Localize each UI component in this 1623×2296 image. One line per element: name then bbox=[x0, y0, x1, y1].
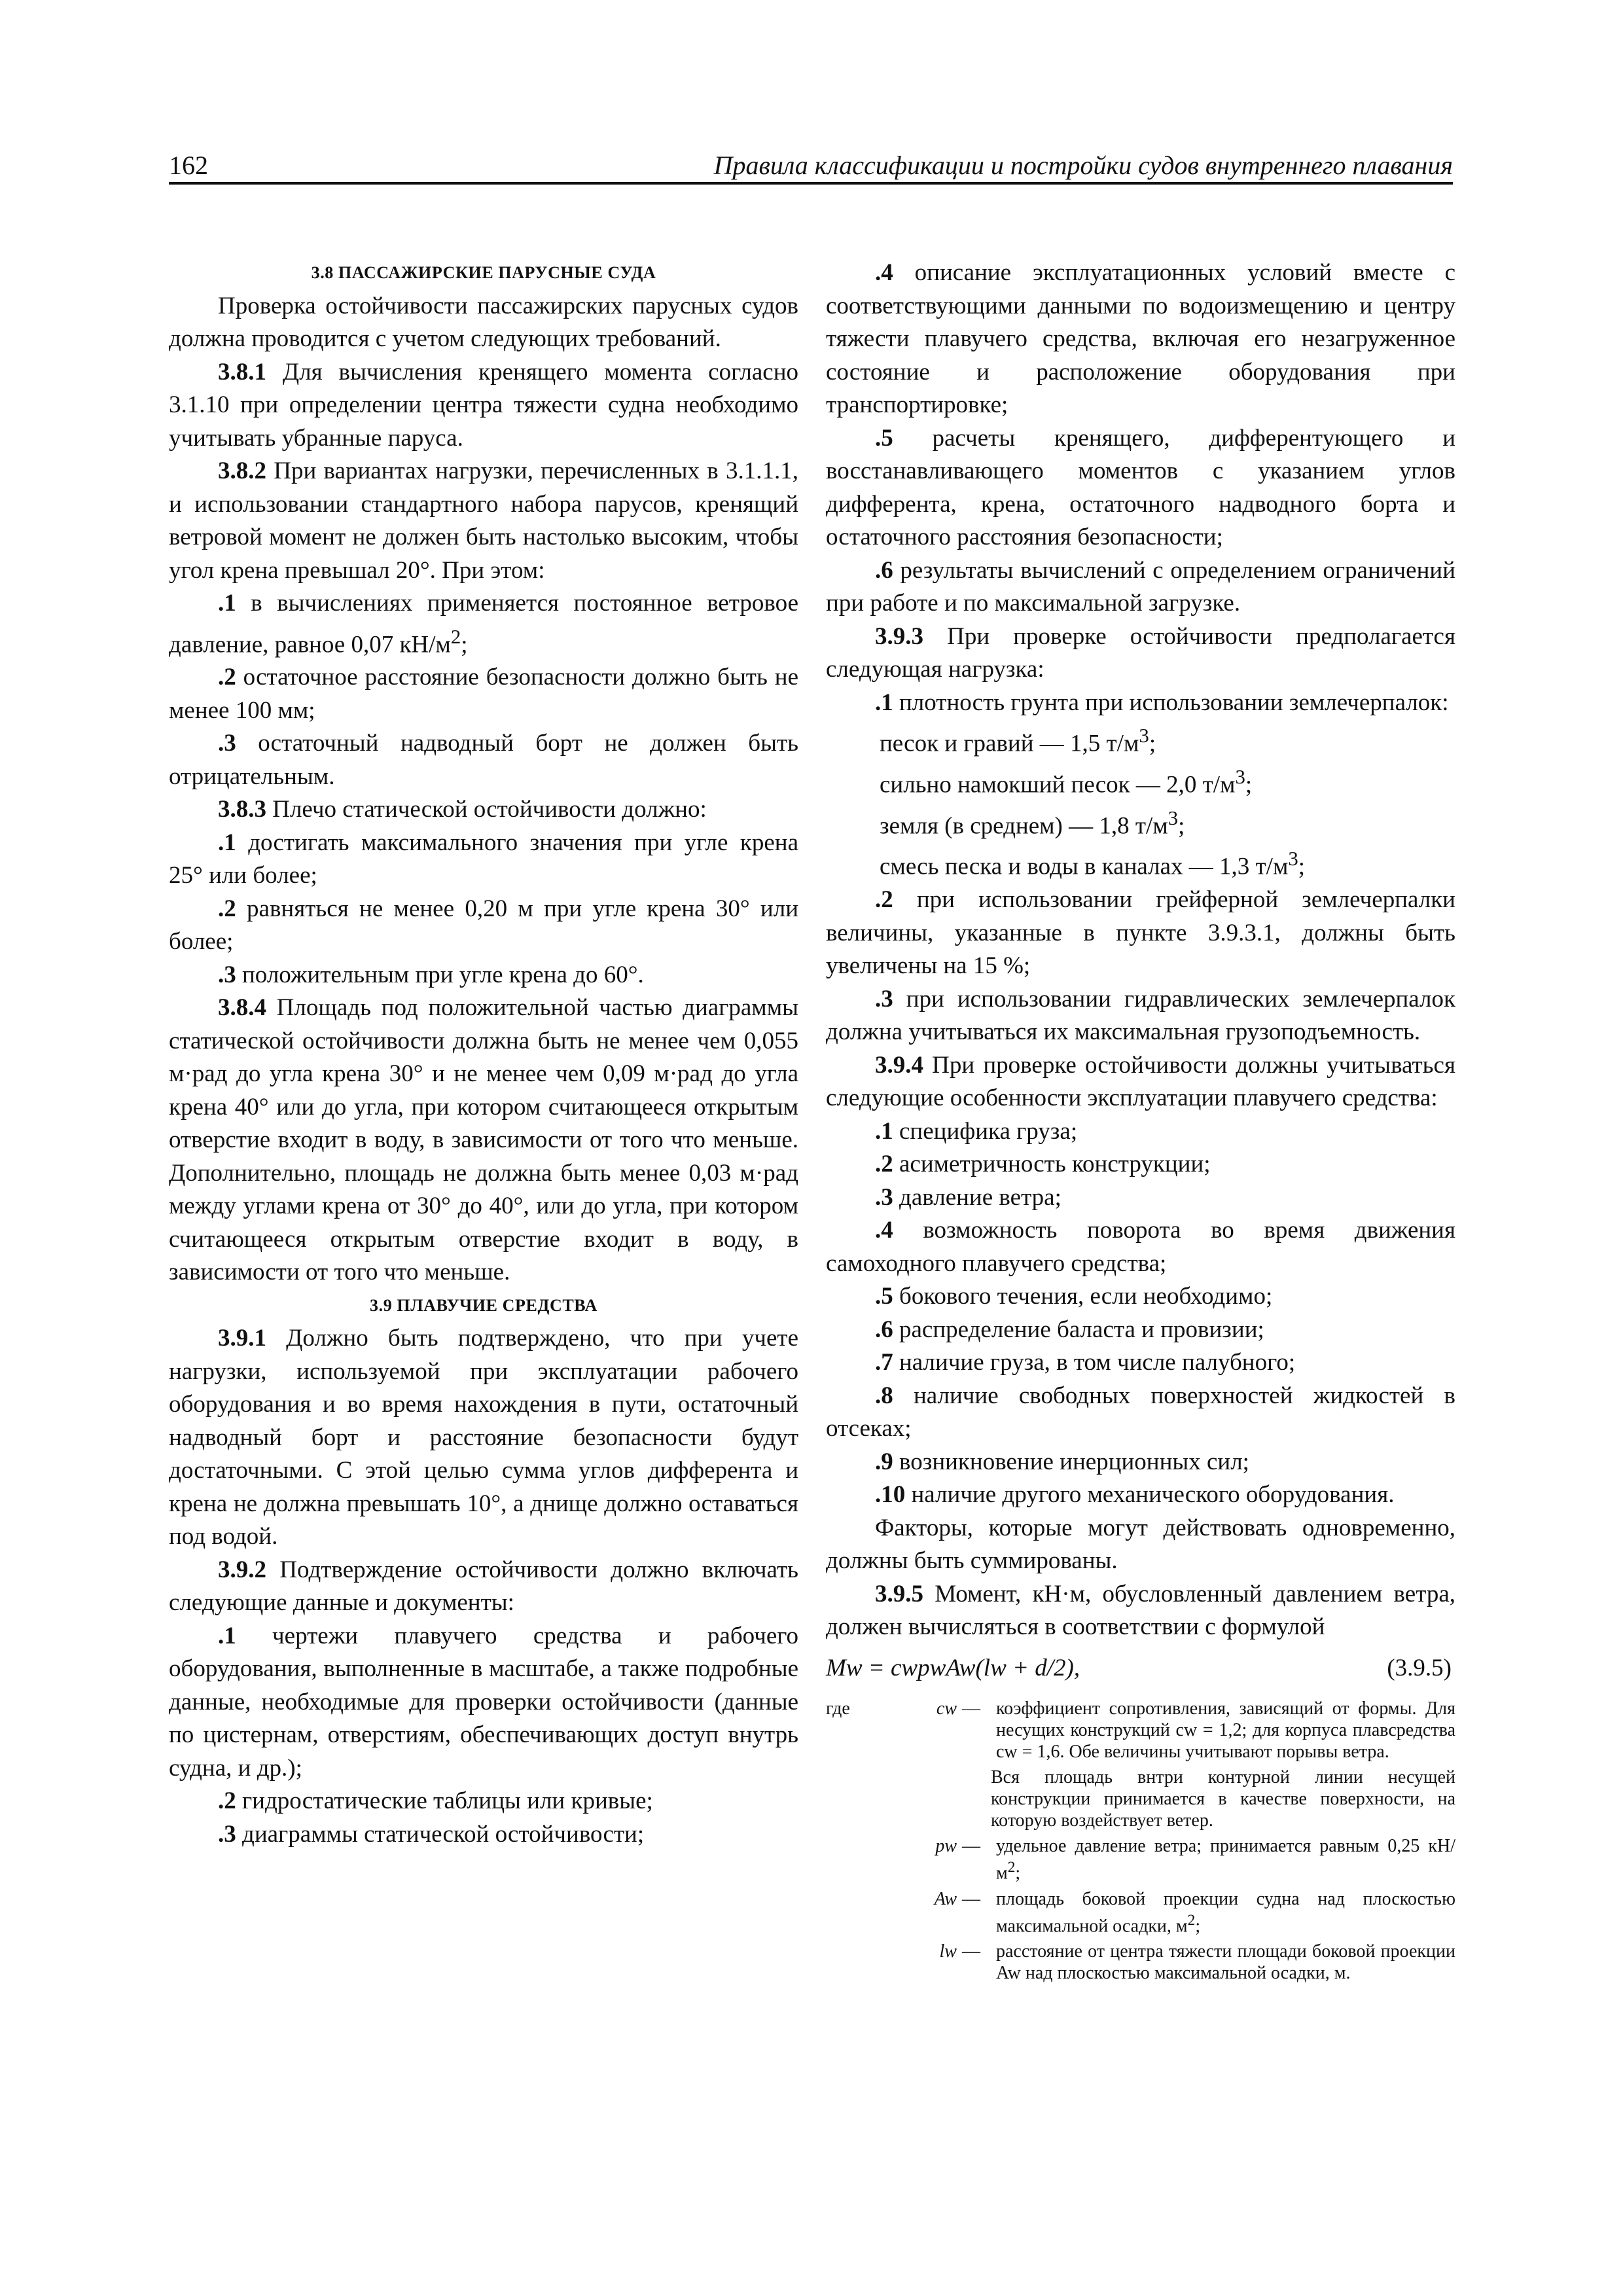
list-item: .4 описание эксплуатационных условий вместе с соответствующими данными по водоизмещению и центру тяжести плавучего средства, включая его незагруженное состояние и расположение оборудования при транспортировке; bbox=[826, 259, 1455, 418]
list-item: .3 диаграммы статической остойчивости; bbox=[218, 1820, 645, 1848]
paragraph-3-9-1: 3.9.1 Должно быть подтверждено, что при учете нагрузки, используемой при эксплуатации рабочего оборудования и во время нахождения в пути, остаточный надводный борт и расстояние безопасности будут достаточными. С этой целью сумма углов дифферента и крена не должна превышать 10°, а днище должно оставаться под водой. bbox=[169, 1325, 798, 1551]
definition-row: lw — расстояние от центра тяжести площади боковой проекции Aw над плоскостью максимальной осадки, м. bbox=[826, 1941, 1455, 1984]
list-item: .4 возможность поворота во время движения самоходного плавучего средства; bbox=[826, 1217, 1455, 1277]
page-number: 162 bbox=[169, 151, 208, 180]
section-3-8-heading: 3.8 ПАССАЖИРСКИЕ ПАРУСНЫЕ СУДА bbox=[311, 263, 656, 282]
clause-number: 3.9.4 bbox=[875, 1051, 923, 1079]
soil-density-line: земля (в среднем) — 1,8 $т/м^3$; bbox=[880, 806, 1185, 839]
paragraph-3-8-1: 3.8.1 Для вычисления кренящего момента согласно 3.1.10 при определении центра тяжести судна необходимо учитывать убранные паруса. bbox=[169, 358, 798, 452]
factors-note: Факторы, которые могут действовать одновременно, должны быть суммированы. bbox=[826, 1514, 1455, 1575]
where-label: где bbox=[826, 1698, 850, 1719]
symbol: pw bbox=[935, 1836, 957, 1857]
list-item: .3 остаточный надводный борт не должен быть отрицательным. bbox=[169, 730, 798, 790]
formula-expression: Mw = cwpwAw(lw + d/2), bbox=[826, 1654, 1080, 1681]
section-3-9-heading: 3.9 ПЛАВУЧИЕ СРЕДСТВА bbox=[370, 1295, 597, 1315]
definition-row: где cw — коэффициент сопротивления, зависящий от формы. Для несущих конструкций cw = 1,2; для корпуса плавсредства cw = 1,6. Обе величины учитывают порывы ветра. bbox=[826, 1698, 1455, 1763]
definition-text: площадь боковой проекции судна над плоскостью максимальной осадки, $м^2$; bbox=[996, 1888, 1455, 1936]
list-item: .3 давление ветра; bbox=[875, 1183, 1061, 1211]
variable-definitions bbox=[826, 1698, 1455, 1984]
list-item: .3 при использовании гидравлических землечерпалок должна учитываться их максимальная грузоподъемность. bbox=[826, 985, 1455, 1046]
paragraph-3-9-5: 3.9.5 Момент, кН·м, обусловленный давлением ветра, должен вычисляться в соответствии с формулой bbox=[826, 1580, 1455, 1641]
formula-3-9-5 bbox=[826, 1652, 1455, 1685]
definition-row: Aw — площадь боковой проекции судна над плоскостью максимальной осадки, $м^2$; bbox=[826, 1888, 1455, 1937]
definition-text: удельное давление ветра; принимается равным 0,25 $кН/м^2$; bbox=[996, 1836, 1455, 1884]
clause-number: 3.8.3 bbox=[218, 796, 266, 823]
list-item: .5 бокового течения, если необходимо; bbox=[875, 1283, 1273, 1310]
list-item: .10 наличие другого механического оборудования. bbox=[875, 1481, 1395, 1509]
section-3-8-intro: Проверка остойчивости пассажирских парусных судов должна проводится с учетом следующих требований. bbox=[169, 292, 798, 352]
symbol: cw bbox=[936, 1698, 957, 1719]
list-item: .5 расчеты кренящего, дифферентующего и восстанавливающего моментов с указанием углов дифферента, крена, остаточного надводного борта и остаточного расстояния безопасности; bbox=[826, 424, 1455, 550]
clause-number: 3.9.2 bbox=[218, 1556, 266, 1583]
list-item: .1 специфика груза; bbox=[875, 1117, 1078, 1145]
list-item: .2 остаточное расстояние безопасности должно быть не менее 100 мм; bbox=[169, 664, 798, 724]
symbol: Aw bbox=[934, 1888, 957, 1909]
paragraph-3-9-2: 3.9.2 Подтверждение остойчивости должно включать следующие данные и документы: bbox=[169, 1556, 798, 1617]
formula-number: (3.9.5) bbox=[1387, 1654, 1452, 1681]
clause-number: 3.8.2 bbox=[218, 457, 266, 484]
list-item: .1 плотность грунта при использовании землечерпалок: bbox=[875, 689, 1449, 716]
running-title: Правила классификации и постройки судов внутреннего плавания bbox=[713, 151, 1453, 180]
list-item: .2 гидростатические таблицы или кривые; bbox=[218, 1787, 653, 1815]
paragraph-3-8-2: 3.8.2 При вариантах нагрузки, перечисленных в 3.1.1.1, и использовании стандартного набора парусов, кренящий ветровой момент не должен быть настолько высоким, чтобы угол крена превышал 20°. При этом: bbox=[169, 457, 798, 584]
left-column bbox=[169, 257, 798, 1851]
paragraph-3-9-3: 3.9.3 При проверке остойчивости предполагается следующая нагрузка: bbox=[826, 622, 1455, 683]
paragraph-3-8-4: 3.8.4 Площадь под положительной частью диаграммы статической остойчивости должна быть не менее чем 0,055 м·рад до угла крена 30° и не менее чем 0,09 м·рад до угла крена 40° или до угла, при котором считающееся открытым отверстие входит в воду, в зависимости от того что меньше. Дополнительно, площадь не должна быть менее 0,03 м·рад между углами крена от 30° до 40°, или до угла, при котором считающееся открытым отверстие входит в воду, в зависимости от того что меньше. bbox=[169, 994, 798, 1286]
definition-continuation: Вся площадь внтри контурной линии несущей конструкции принимается в качестве поверхности, на которую воздействует ветер. bbox=[991, 1767, 1455, 1831]
clause-number: 3.9.1 bbox=[218, 1325, 266, 1352]
right-column bbox=[826, 257, 1455, 1988]
soil-density-line: сильно намокший песок — 2,0 $т/м^3$; bbox=[880, 765, 1253, 798]
clause-number: 3.9.3 bbox=[875, 622, 923, 650]
paragraph-3-8-3: 3.8.3 Плечо статической остойчивости должно: bbox=[218, 796, 707, 823]
clause-number: 3.8.1 bbox=[218, 358, 266, 386]
list-item: .7 наличие груза, в том числе палубного; bbox=[875, 1349, 1296, 1376]
list-item: .6 результаты вычислений с определением ограничений при работе и по максимальной загрузке. bbox=[826, 556, 1455, 617]
list-item: .2 асиметричность конструкции; bbox=[875, 1151, 1211, 1178]
list-item: .3 положительным при угле крена до 60°. bbox=[218, 961, 644, 988]
symbol: lw bbox=[939, 1941, 957, 1962]
definition-row: pw — удельное давление ветра; принимается равным 0,25 $кН/м^2$; bbox=[826, 1835, 1455, 1884]
list-item: .6 распределение баласта и провизии; bbox=[875, 1316, 1264, 1343]
definition-text: расстояние от центра тяжести площади боковой проекции Aw над плоскостью максимальной осадки, м. bbox=[996, 1941, 1455, 1983]
list-item: .1 чертежи плавучего средства и рабочего оборудования, выполненные в масштабе, а также подробные данные, необходимые для проверки остойчивости (данные по цистернам, отверстиям, обеспечивающих доступ внутрь судна, и др.); bbox=[169, 1622, 798, 1782]
page-header bbox=[169, 143, 1453, 185]
list-item: .9 возникновение инерционных сил; bbox=[875, 1448, 1249, 1475]
list-item: .1 достигать максимального значения при угле крена 25° или более; bbox=[169, 829, 798, 889]
soil-density-line: песок и гравий — 1,5 $т/м^3$; bbox=[880, 725, 1156, 757]
list-item: .8 наличие свободных поверхностей жидкостей в отсеках; bbox=[826, 1382, 1455, 1443]
clause-number: 3.9.5 bbox=[875, 1580, 923, 1607]
definition-text: коэффициент сопротивления, зависящий от формы. Для несущих конструкций cw = 1,2; для корпуса плавсредства cw = 1,6. Обе величины учитывают порывы ветра. bbox=[996, 1698, 1455, 1763]
paragraph-3-9-4: 3.9.4 При проверке остойчивости должны учитываться следующие особенности эксплуатации плавучего средства: bbox=[826, 1051, 1455, 1112]
list-item: .2 равняться не менее 0,20 м при угле крена 30° или более; bbox=[169, 895, 798, 956]
soil-density-line: смесь песка и воды в каналах — 1,3 $т/м^3$; bbox=[880, 848, 1306, 880]
list-item: .2 при использовании грейферной землечерпалки величины, указанные в пункте 3.9.3.1, должны быть увеличены на 15 %; bbox=[826, 886, 1455, 980]
clause-number: 3.8.4 bbox=[218, 994, 266, 1022]
list-item: .1 в вычислениях применяется постоянное ветровое давление, равное 0,07 $кН/м^2$; bbox=[169, 590, 798, 658]
